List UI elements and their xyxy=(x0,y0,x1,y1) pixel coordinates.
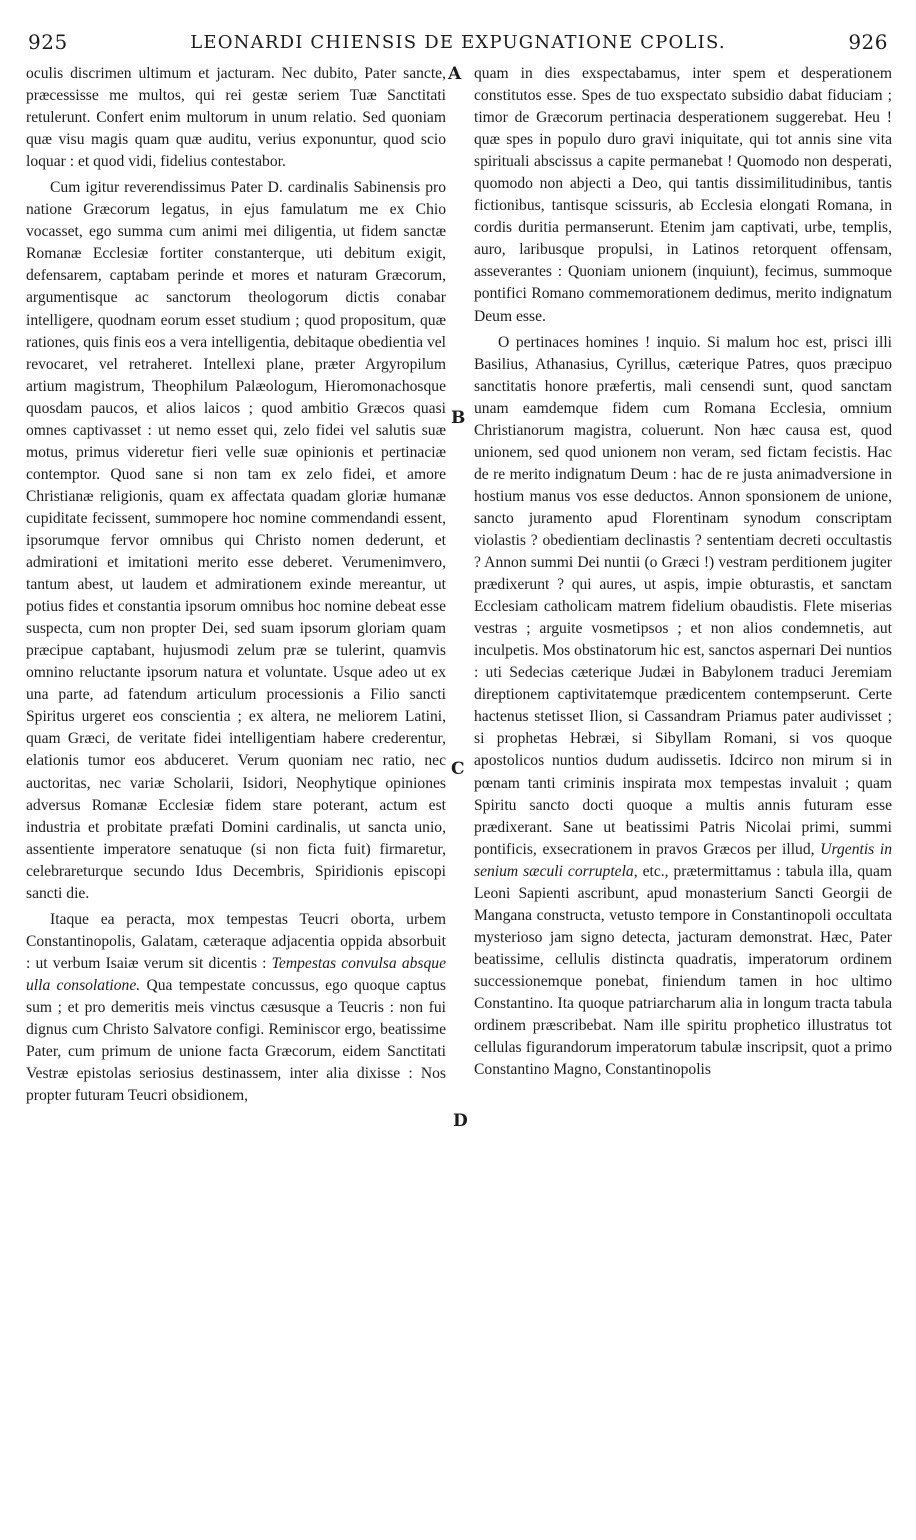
section-marker-a: A xyxy=(448,64,462,84)
text-run: Qua tempestate concussus, ego quoque captus sum ; et pro demeritis meis vinctus cæsusque a Teucris : non fui dignus cum Christo Salvatore configi. Reminiscor ergo, beatissime Pater, cum primum de unione facta Græcorum, eidem Sanctitati Vestræ epistolas seriosius destinassem, inter alia dixisse : Nos propter futuram Teucri obsidionem, xyxy=(26,976,446,1105)
page-number-right: 926 xyxy=(848,30,888,54)
text-run: O pertinaces homines ! inquio. Si malum hoc est, prisci illi Basilius, Athanasius, Cyrillus, cæterique Patres, quos præcipuo sanctitatis honore præfertis, mali censendi sunt, quod sanctam unam eamdemque fidem cum Romana Ecclesia, omnium Christianorum magistra, coluerunt. Non hæc causa est, quod unionem, sed quod unionem non veram, sed fictam fecistis. Hac de re merito indignatum Deum : hac de re justa animadversione in hostium manus vos esse deductos. Annon sponsionem de unione, sancto juramento apud Florentinam synodum conscriptam violastis ? obedientiam declinastis ? sententiam decreti occultastis ? Annon summi Dei nuntii (o Græci !) vestram perditionem jugiter prædixerunt ? qui aures, ut aspis, impie obturastis, et sanctam Ecclesiam catholicam matrem fidelium obaudistis. Flete miserias vestras ; arguite vosmetipsos ; et non alios condemnetis, aut inculpetis. Mos obstinatorum hic est, sanctos aspernari Dei nuntios : uti Sedecias cæterique Judæi in Babylonem traduci Jeremiam direptionem captivitatemque prædicentem contempserunt. Certe hactenus stetisset Ilion, si Cassandram Priamus pater audivisset ; si prophetas Hebræi, si Sibyllam Romani, si vos quoque apostolicos nuntios dudum audissetis. Idcirco non mirum si in pœnam tanti criminis inspirata mox tempestas invaluit ; quam Spiritu sancto docti quoque a multis annis futuram esse prædixerant. Sane ut beatissimi Patris Nicolai primi, summi pontificis, exsecrationem in pravos Græcos per illud, xyxy=(474,333,892,858)
section-marker-c: C xyxy=(451,759,465,779)
paragraph xyxy=(474,332,892,1082)
paragraph xyxy=(26,909,446,1107)
right-column xyxy=(474,63,892,1081)
italic-quotation: Tempestas convulsa absque ulla consolatione. xyxy=(26,954,446,994)
running-title: LEONARDI CHIENSIS DE EXPUGNATIONE CPOLIS. xyxy=(190,32,726,53)
paragraph: quam in dies exspectabamus, inter spem et desperationem constitutos esse. Spes de tuo exspectato subsidio dabat fiduciam ; timor de Græcorum pertinacia desperationem suggerebat. Heu ! quæ spes in populo duro gravi iniquitate, qui tot annis sine vita spirituali abscissus a capite permanebat ! Quomodo non desperati, quomodo non abjecti a Deo, qui tantis dissimilitudinibus, tantis fictionibus, tantisque scissuris, ab Ecclesia elongati Romana, in cordis duritia permanserunt. Etenim jam captivati, urbe, templis, auro, laribusque propulsi, in Latinos retorquent offensam, asseverantes : Quoniam unionem (inquiunt), fecimus, summoque pontifici Romano commemorationem dedimus, merito indignatum Deum esse. xyxy=(474,65,892,325)
page-number-left: 925 xyxy=(28,30,68,54)
paragraph: oculis discrimen ultimum et jacturam. Nec dubito, Pater sancte, præcessisse me multos, qui rei gestæ seriem Tuæ Sanctitati retulerunt. Confert enim multorum in unum relatio. Sed quoniam quæ visu magis quam quæ auditu, verius exponuntur, quod scio loquar : et quod vidi, fidelius contestabor. xyxy=(26,65,446,171)
paragraph: Cum igitur reverendissimus Pater D. cardinalis Sabinensis pro natione Græcorum legatus, in ejus famulatum me ex Chio vocasset, ego summa cum animi mei diligentia, ut fidem sanctæ Romanæ Ecclesiæ fortiter constanterque, uti debitum exigit, defensarem, captabam perinde et mores et naturam Græcorum, argumentisque ac sanctorum theologorum dictis conabar intelligere, quodnam eorum esset studium ; quod propositum, quæ rationes, quis finis eos a vera intelligentia, debitaque obedientia vel revocaret, vel retraheret. Intellexi plane, præter Argyropilum artium magistrum, Theophilum Palæologum, Hieromonachosque quosdam paucos, et alios laicos ; quod ambitio Græcos quasi omnes captivasset : ut nemo esset qui, zelo fidei vel salutis suæ motus, primus videretur fieri velle suæ opinionis et pertinaciæ contemptor. Quod sane si non tam ex zelo fidei, et amore Christianæ religionis, quam ex affectata quadam gloriæ humanæ cupiditate fecissent, summopere hoc nomine commendandi essent, ipsorumque fervor omnibus qui Christo nomen dederunt, et admirationi et imitationi merito esse deberet. Verumenimvero, tantum abest, ut laudem et admirationem exinde mereantur, ut potius fides et constantia ipsorum omnibus hoc nomine debeat esse suspecta, cum non propter Dei, sed suam ipsorum gloriam quam præcipue captabant, hujusmodi zelum præ se tulerint, quamvis omnino reluctante ipsorum natura et voluntate. Usque adeo ut ex una parte, ad fatendum articulum processionis a Filio sancti Spiritus urgeret eos conscientia ; ex altera, ne meliorem Latini, quam Græci, de veritate fidei intelligentiam habere crederentur, elationis tumor eos abduceret. Verum quoniam nec ratio, nec auctoritas, nec variæ Scholarii, Isidori, Neophytique opiniones adversus Romanæ Ecclesiæ fidem stare poterant, actum est industria et probitate præfati Domini cardinalis, ut sancta unio, assentiente imperatore senatuque (si non ficta fuit) firmaretur, celebrareturque secundo Idus Decembris, Spiridionis episcopi sancti die. xyxy=(26,179,446,902)
text-run: Itaque ea peracta, mox tempestas Teucri oborta, urbem Constantinopolis, Galatam, cæteraque adjacentia oppida absorbuit : ut verbum Isaiæ verum sit dicentis : xyxy=(26,910,446,972)
section-marker-b: B xyxy=(451,408,466,428)
section-marker-d: D xyxy=(453,1111,468,1131)
text-run: etc., prætermittamus : tabula illa, quam Leoni Sapienti ascribunt, apud monasterium Sancti Georgii de Mangana constructa, vetusto tempore in Constantinopoli occultata mysterioso jam signo detecta, jacturam demonstrat. Hæc, Pater beatissime, cellulis distincta quadratis, imperatorum ordinem successionemque ponebat, finiendum tamen in hoc ultimo Constantino. Ita quoque patriarcharum alia in longum tracta tabula ordinem præscribebat. Nam ille spiritu prophetico illustratus tot cellulas figurandorum imperatorum tabulæ inscripsit, quot a primo Constantino Magno, Constantinopolis xyxy=(474,862,893,1079)
italic-quotation: Urgentis in senium sæculi corruptela, xyxy=(474,840,893,880)
left-column xyxy=(26,63,446,1107)
